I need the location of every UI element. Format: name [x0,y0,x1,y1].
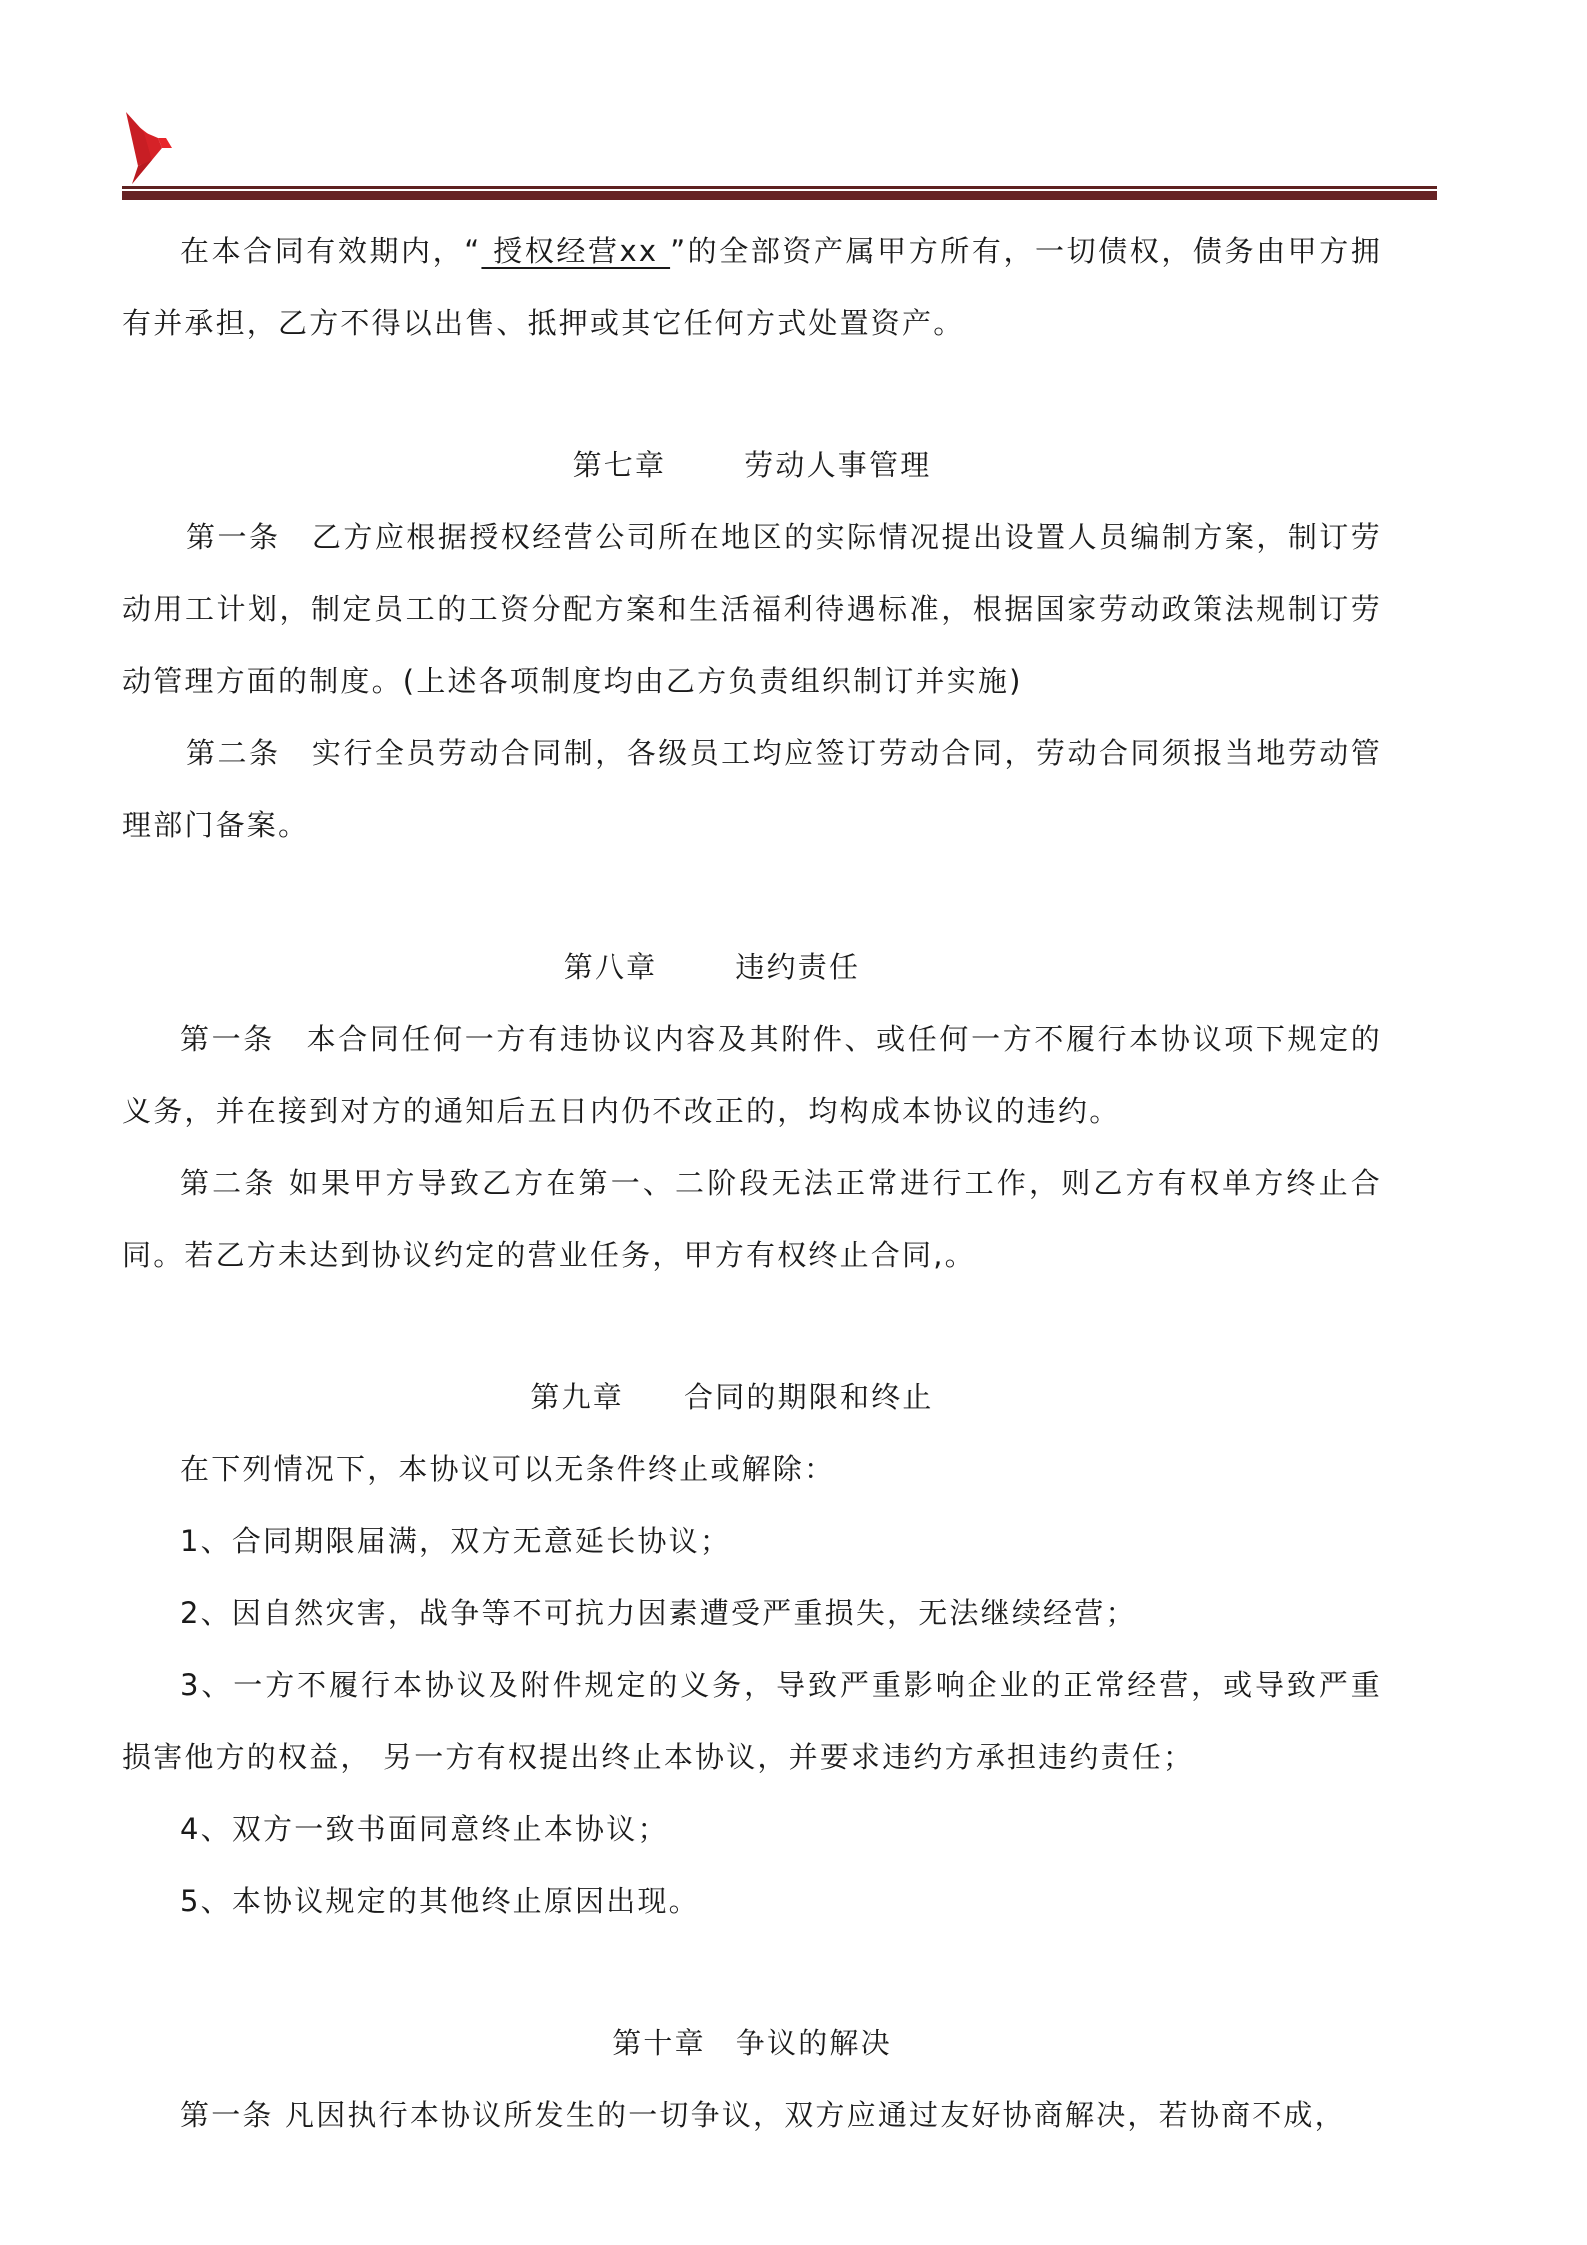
chapter-9-item-5: 5、本协议规定的其他终止原因出现。 [180,1884,700,1918]
chapter-7-heading [122,429,1382,501]
intro-paragraph [122,215,1382,359]
chapter-8-article-1: 第一条 本合同任何一方有违协议内容及其附件、或任何一方不履行本协议项下规定的义务，并在接到对方的通知后五日内仍不改正的，均构成本协议的违约。 [122,1022,1382,1128]
header-rule-thick [122,191,1437,200]
chapter-number: 第八章 [563,950,658,984]
bird-logo-icon [122,112,190,188]
chapter-title: 违约责任 [735,950,861,984]
chapter-9-item-3: 3、一方不履行本协议及附件规定的义务，导致严重影响企业的正常经营，或导致严重损害他方的权益， 另一方有权提出终止本协议，并要求违约方承担违约责任； [122,1668,1382,1774]
header-rule-thin [122,186,1437,189]
chapter-9-item-4: 4、双方一致书面同意终止本协议； [180,1812,669,1846]
chapter-10-article-1: 第一条 凡因执行本协议所发生的一切争议，双方应通过友好协商解决，若协商不成， [180,2098,1346,2132]
underlined-field: 授权经营xx [481,234,671,268]
intro-text-before: 在本合同有效期内，“ [180,234,482,268]
chapter-10-heading [122,2007,1382,2079]
chapter-title: 劳动人事管理 [744,448,932,482]
chapter-8-article-2: 第二条 如果甲方导致乙方在第一、二阶段无法正常进行工作，则乙方有权单方终止合同。若乙方未达到协议约定的营业任务，甲方有权终止合同,。 [122,1166,1382,1272]
chapter-8-heading [122,931,1382,1003]
chapter-title: 争议的解决 [735,2026,892,2060]
intro-text-after: ”的全部资产属甲方所有，一切债权，债务由甲方拥有并承担，乙方不得以出售、抵押或其它任何方式处置资产。 [122,234,1383,340]
chapter-number: 第九章 [530,1380,624,1414]
chapter-7-article-1: 第一条 乙方应根据授权经营公司所在地区的实际情况提出设置人员编制方案，制订劳动用工计划，制定员工的工资分配方案和生活福利待遇标准，根据国家劳动政策法规制订劳动管理方面的制度。(上述各项制度均由乙方负责组织制订并实施) [122,520,1382,698]
chapter-number: 第十章 [612,2026,706,2060]
chapter-9-intro: 在下列情况下，本协议可以无条件终止或解除： [180,1452,836,1486]
chapter-9-item-1: 1、合同期限届满，双方无意延长协议； [180,1524,732,1558]
chapter-title: 合同的期限和终止 [684,1380,934,1414]
chapter-9-item-2: 2、因自然灾害，战争等不可抗力因素遭受严重损失，无法继续经营； [180,1596,1137,1630]
document-body [122,215,1382,2151]
chapter-7-article-2: 第二条 实行全员劳动合同制，各级员工均应签订劳动合同，劳动合同须报当地劳动管理部门备案。 [122,736,1382,842]
chapter-number: 第七章 [572,448,667,482]
chapter-9-heading [122,1361,1382,1433]
